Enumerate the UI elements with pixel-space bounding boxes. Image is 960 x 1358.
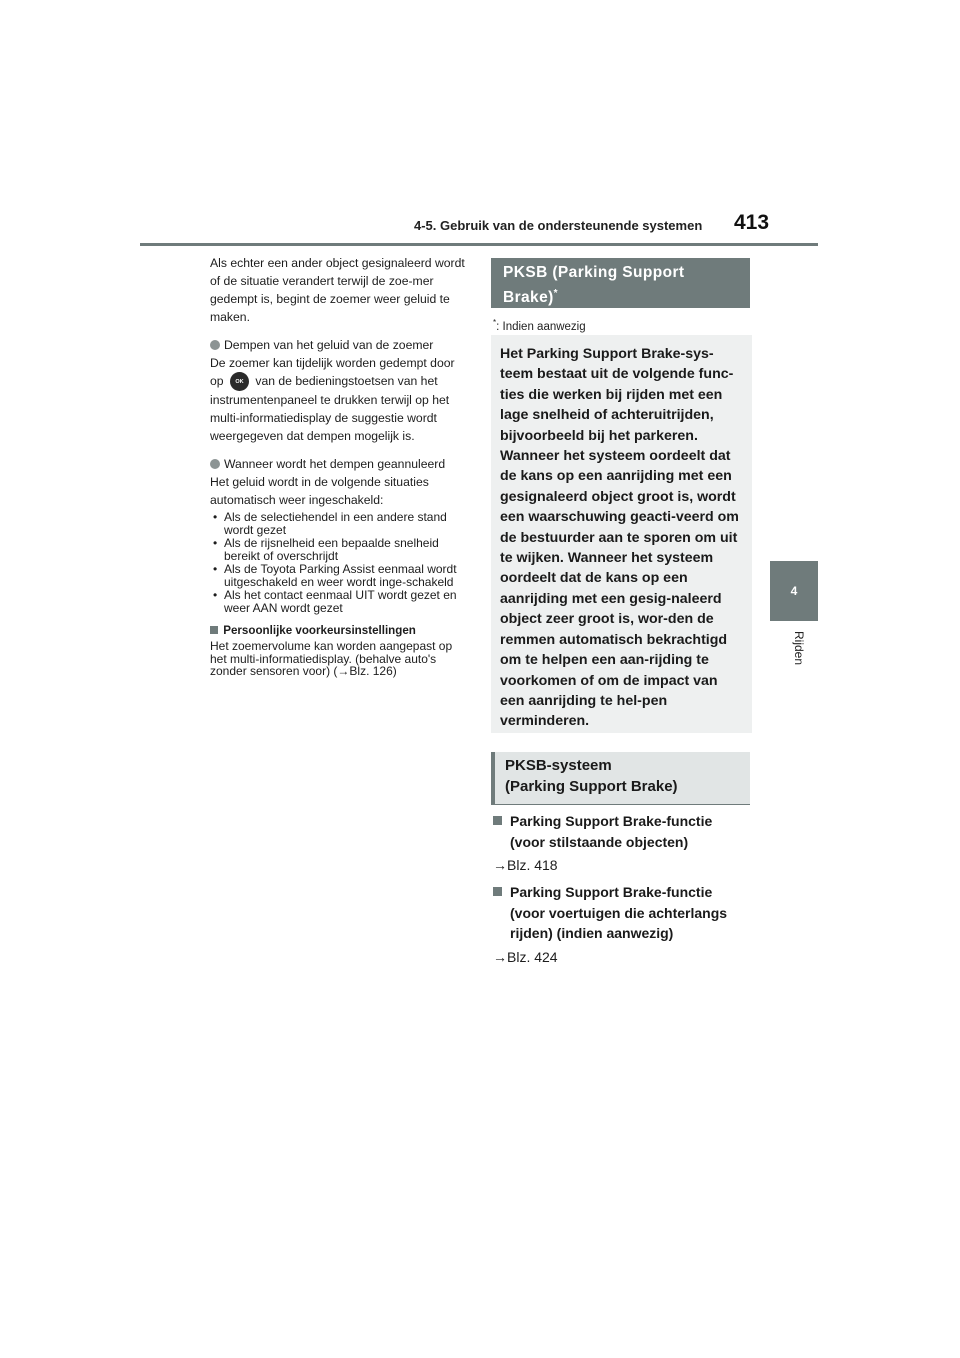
- footnote-marker: *: [493, 318, 497, 327]
- list-item: • Als de rijsnelheid een bepaalde snelheid bereikt of overschrijdt: [210, 537, 468, 562]
- pksb-intro-box: [491, 335, 752, 733]
- pksb-title: PKSB (Parking Support Brake): [503, 264, 685, 307]
- square-bullet-icon: [493, 887, 502, 896]
- feature1-page-ref: →Blz. 418: [493, 857, 558, 873]
- feature2-title: Parking Support Brake-functie (voor voertuigen die achterlangs rijden) (indien aanwezig): [510, 884, 728, 941]
- mute-paragraph: [210, 354, 468, 445]
- pksb-system-heading: [491, 752, 750, 805]
- preferences-heading-text: Persoonlijke voorkeursinstellingen: [223, 624, 416, 638]
- subsection-line2: (Parking Support Brake): [505, 778, 678, 795]
- mute-heading: [210, 336, 468, 354]
- feature2-heading: [493, 882, 748, 944]
- page-number: 413: [734, 211, 770, 234]
- bullet-icon: [210, 340, 220, 350]
- list-item: • Als de selectiehendel in een andere stand wordt gezet: [210, 511, 468, 536]
- chapter-tab: 4: [770, 561, 818, 621]
- cancel-list: [210, 511, 468, 614]
- preferences-paragraph: Het zoemervolume kan worden aangepast op het multi-informatiedisplay. (behalve auto's zonder sensoren voor) (→Blz. 126): [210, 639, 453, 679]
- ok-button-icon: OK: [230, 372, 249, 391]
- cancel-heading-text: Wanneer wordt het dempen geannuleerd: [224, 457, 446, 472]
- bullet-icon: [210, 459, 220, 469]
- cancel-paragraph: Het geluid wordt in de volgende situaties automatisch weer ingeschakeld:: [210, 475, 429, 508]
- pksb-title-marker: *: [553, 288, 558, 299]
- mute-heading-text: Dempen van het geluid van de zoemer: [224, 338, 434, 352]
- pksb-intro-text: Het Parking Support Brake-sys-teem bestaat uit de volgende func-ties die werken bij rijden met een lage snelheid of achteruitrijden, bijvoorbeeld bij het parkeren. Wanneer het systeem oordeelt dat de kans op een aanrijding met een gesignaleerd object groot is, wordt een waarschuwing geacti-veerd om de bestuurder aan te sporen om uit te wijken. Wanneer het systeem oordeelt dat de kans op een aanrijding met een gesig-naleerd object zeer groot is, wor-den de remmen automatisch bekrachtigd om te helpen een aan-rijding te voorkomen of om de impact van een aanrijding te hel-pen verminderen.: [500, 346, 739, 730]
- mute-text-start: De zoemer kan tijdelijk worden gedempt door op: [210, 356, 455, 388]
- footnote: [493, 318, 586, 333]
- square-bullet-icon: [210, 626, 218, 634]
- cancel-heading: [210, 455, 468, 473]
- feature1-title: Parking Support Brake-functie (voor stilstaande objecten): [510, 813, 713, 850]
- feature1-heading: [493, 811, 748, 852]
- footnote-text: : Indien aanwezig: [496, 320, 586, 333]
- subsection-line1: PKSB-systeem: [505, 757, 612, 774]
- mute-text-end: van de bedieningstoetsen van het instrumentenpaneel te drukken terwijl op het multi-informatiedisplay de suggestie wordt weergegeven dat dempen mogelijk is.: [210, 374, 450, 444]
- pksb-title-box: [491, 258, 750, 308]
- square-bullet-icon: [493, 816, 502, 825]
- chapter-label: Rijden: [792, 631, 806, 666]
- left-column: [210, 254, 468, 678]
- intro-paragraph: Als echter een ander object gesignaleerd wordt of de situatie verandert terwijl de zoe-mer gedempt is, begint de zoemer weer geluid te maken.: [210, 256, 465, 324]
- section-title: 4-5. Gebruik van de ondersteunende systemen: [414, 218, 703, 233]
- header-divider: [140, 243, 818, 246]
- list-item: • Als het contact eenmaal UIT wordt gezet en weer AAN wordt gezet: [210, 589, 468, 614]
- feature2-page-ref: →Blz. 424: [493, 949, 558, 965]
- list-item: • Als de Toyota Parking Assist eenmaal wordt uitgeschakeld en weer wordt inge-schakeld: [210, 563, 468, 588]
- preferences-heading: [210, 622, 468, 640]
